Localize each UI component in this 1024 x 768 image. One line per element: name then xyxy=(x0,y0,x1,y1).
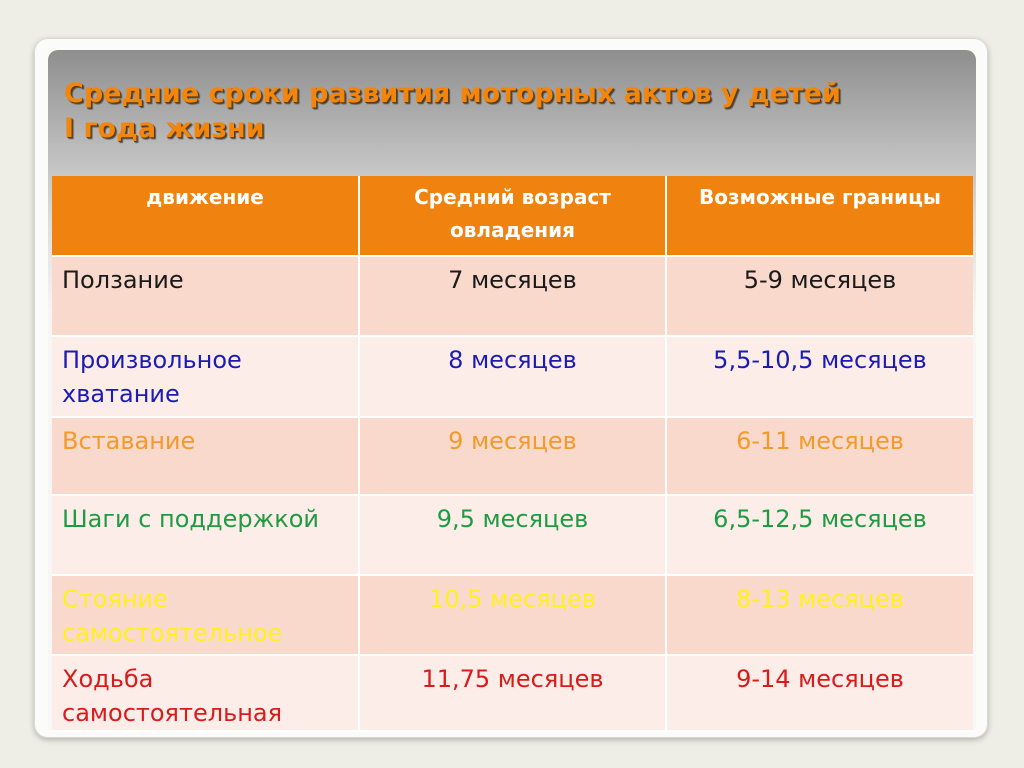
cell-average-age: 7 месяцев xyxy=(359,256,666,336)
cell-possible-range: 6,5-12,5 месяцев xyxy=(666,495,973,575)
slide-title-line-1: Средние сроки развития моторных актов у детей xyxy=(64,78,841,109)
table-row xyxy=(52,495,973,575)
cell-movement: Вставание xyxy=(52,417,359,495)
slide-title-line-2: I года жизни xyxy=(64,113,265,144)
cell-movement: Шаги с поддержкой xyxy=(52,495,359,575)
cell-average-age: 10,5 месяцев xyxy=(359,575,666,655)
cell-possible-range: 5-9 месяцев xyxy=(666,256,973,336)
cell-average-age: 11,75 месяцев xyxy=(359,655,666,731)
cell-possible-range: 9-14 месяцев xyxy=(666,655,973,731)
table-row xyxy=(52,417,973,495)
cell-movement: Ходьба самостоятельная xyxy=(52,655,359,731)
cell-average-age: 9 месяцев xyxy=(359,417,666,495)
cell-movement: Произвольное хватание xyxy=(52,336,359,417)
cell-possible-range: 8-13 месяцев xyxy=(666,575,973,655)
table-row xyxy=(52,336,973,417)
table-row xyxy=(52,256,973,336)
cell-movement: Ползание xyxy=(52,256,359,336)
table-row xyxy=(52,655,973,731)
header-movement: движение xyxy=(52,176,359,256)
cell-average-age: 8 месяцев xyxy=(359,336,666,417)
table-row xyxy=(52,575,973,655)
table-header-row xyxy=(52,176,973,256)
header-possible-range: Возможные границы xyxy=(666,176,973,256)
cell-average-age: 9,5 месяцев xyxy=(359,495,666,575)
slide-title xyxy=(64,76,964,146)
cell-movement: Стояние самостоятельное xyxy=(52,575,359,655)
header-average-age: Средний возраст овладения xyxy=(359,176,666,256)
cell-possible-range: 5,5-10,5 месяцев xyxy=(666,336,973,417)
cell-possible-range: 6-11 месяцев xyxy=(666,417,973,495)
motor-development-table xyxy=(52,176,973,732)
